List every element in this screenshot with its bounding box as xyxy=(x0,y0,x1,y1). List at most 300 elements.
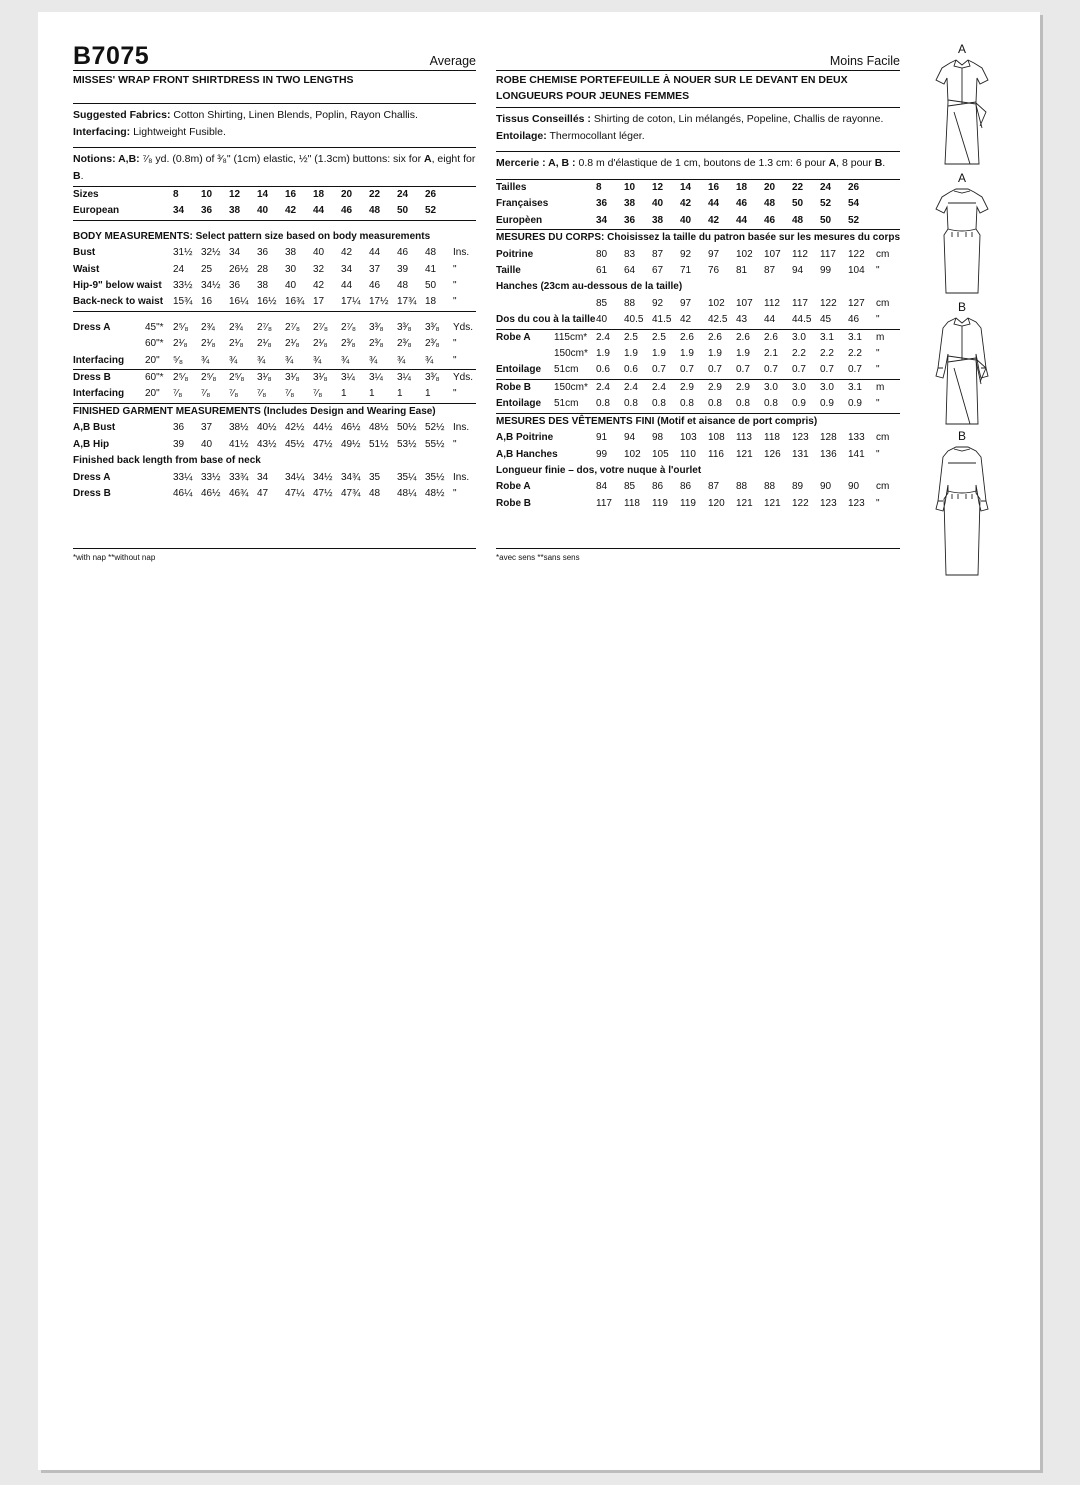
table-cell: 92 xyxy=(680,248,692,260)
table-cell: 35¼ xyxy=(397,471,417,483)
unit: cm xyxy=(876,248,890,260)
table-cell: ¾ xyxy=(257,353,285,370)
table-cell: 14 xyxy=(680,182,692,193)
difficulty-level-fr: Moins Facile xyxy=(829,54,900,68)
table-cell: 48 xyxy=(397,280,409,292)
table-cell: 2¾ xyxy=(229,321,243,333)
table-cell: 42½ xyxy=(285,422,305,434)
notions-text-end-fr: . xyxy=(882,157,886,169)
table-cell: 3¼ xyxy=(397,372,411,384)
table-cell: 40.5 xyxy=(624,312,652,329)
table-cell: 50 xyxy=(792,198,804,210)
table-cell: 2.4 xyxy=(596,381,610,393)
table-row xyxy=(496,496,900,512)
notions-view-b: B xyxy=(73,169,81,182)
table-cell: 39 xyxy=(397,263,409,275)
difficulty-level: Average xyxy=(429,54,476,68)
table-cell: 84 xyxy=(596,481,608,493)
table-cell: 71 xyxy=(680,265,692,277)
table-cell: 0.6 xyxy=(624,362,652,379)
table-cell: 20 xyxy=(341,189,353,200)
table-cell: 1.9 xyxy=(736,348,750,360)
table-cell: 46½ xyxy=(201,487,221,499)
fabric-width xyxy=(145,486,173,502)
table-cell: 2¹⁄₈ xyxy=(229,338,244,350)
table-cell: 8 xyxy=(596,182,602,193)
table-cell: 2.6 xyxy=(736,331,750,343)
table-cell: 12 xyxy=(652,182,664,193)
fabrics-label: Suggested Fabrics: xyxy=(73,109,171,121)
table-cell: 50½ xyxy=(397,422,417,434)
fabric-width xyxy=(145,470,173,486)
table-cell: ¾ xyxy=(201,353,229,370)
table-row xyxy=(73,320,476,336)
table-cell: 121 xyxy=(736,497,753,509)
table-cell: 123 xyxy=(848,497,865,509)
row-label: Interfacing xyxy=(73,386,145,403)
table-cell: 20 xyxy=(764,182,776,193)
table-cell: 91 xyxy=(596,432,608,444)
table-cell: 49½ xyxy=(341,438,361,450)
table-cell: 36 xyxy=(201,203,229,220)
row-label xyxy=(73,336,145,352)
table-cell: 44 xyxy=(369,247,381,259)
unit: " xyxy=(453,386,476,403)
interfacing-text-fr: Thermocollant léger. xyxy=(549,129,645,142)
table-cell: 0.9 xyxy=(792,396,820,413)
shirtdress-short-wrap-icon xyxy=(934,56,990,168)
fabric-width xyxy=(145,203,173,220)
table-cell: 87 xyxy=(652,248,664,260)
fabrics-text-fr: Shirting de coton, Lin mélangés, Popeline, Challis de rayonne. xyxy=(593,113,884,125)
table-cell: 112 xyxy=(792,248,808,260)
row-label xyxy=(496,346,554,362)
table-cell: 83 xyxy=(624,248,636,260)
table-cell: 1 xyxy=(425,386,453,403)
table-cell: 0.7 xyxy=(680,362,708,379)
notions-label: Notions: A,B: xyxy=(73,153,140,165)
table-cell: 52 xyxy=(820,198,832,210)
table-cell: 2⁷⁄₈ xyxy=(313,321,328,333)
table-cell: 34 xyxy=(257,471,269,483)
table-cell: 118 xyxy=(624,497,640,509)
table-cell: 38 xyxy=(257,280,269,292)
table-cell: 47¾ xyxy=(341,487,361,499)
notions-text-mid: , eight for xyxy=(431,153,476,165)
table-cell: 3¼ xyxy=(369,372,383,384)
table-cell: 46 xyxy=(341,203,369,220)
table-row xyxy=(73,353,476,370)
table-cell: 53½ xyxy=(397,438,417,450)
section-heading: Hanches (23cm au-dessous de la taille) xyxy=(496,281,683,293)
table-cell: 87 xyxy=(764,265,776,277)
sketch-view-a-front xyxy=(926,42,998,171)
table-cell: 97 xyxy=(680,297,692,309)
table-cell: 0.8 xyxy=(596,396,624,413)
unit: Ins. xyxy=(453,422,470,434)
table-cell: 89 xyxy=(792,481,804,493)
table-cell: 0.9 xyxy=(820,396,848,413)
table-cell: 47 xyxy=(257,487,269,499)
table-cell: 42 xyxy=(680,312,708,329)
table-cell: 26 xyxy=(848,182,860,193)
table-cell: 3³⁄₈ xyxy=(425,372,440,384)
unit: " xyxy=(453,338,457,350)
table-cell: 1.9 xyxy=(680,348,694,360)
table-cell: 42 xyxy=(285,203,313,220)
fabric-width xyxy=(145,420,173,436)
table-cell: 42.5 xyxy=(708,312,736,329)
row-label: Waist xyxy=(73,263,100,275)
table-cell: 47½ xyxy=(313,438,333,450)
unit: " xyxy=(453,294,476,311)
table-cell: 34 xyxy=(173,203,201,220)
table-cell: 80 xyxy=(596,248,608,260)
table-row xyxy=(73,386,476,403)
table-cell: 33¼ xyxy=(173,471,193,483)
table-cell: 17½ xyxy=(369,294,397,311)
fabric-width: 150cm* xyxy=(554,381,588,393)
table-cell: 38 xyxy=(285,247,297,259)
table-cell: 81 xyxy=(736,265,748,277)
table-cell: 48½ xyxy=(369,422,389,434)
table-cell: 17¾ xyxy=(397,294,425,311)
table-cell: 103 xyxy=(680,432,697,444)
table-row xyxy=(73,187,476,203)
table-cell: 2³⁄₈ xyxy=(369,338,384,350)
notions-text: ⁷⁄₈ yd. (0.8m) of ³⁄₈" (1cm) elastic, ½" (1.3cm) buttons: six for xyxy=(142,153,424,165)
table-cell: 0.8 xyxy=(764,396,792,413)
row-label: A,B Hip xyxy=(73,438,110,450)
table-cell: 44 xyxy=(764,312,792,329)
table-cell: 47¼ xyxy=(285,487,305,499)
table-cell: 2⁷⁄₈ xyxy=(341,321,356,333)
row-label: Françaises xyxy=(496,198,549,210)
table-cell: 120 xyxy=(708,497,725,509)
row-label: Dress A xyxy=(73,321,111,333)
table-cell: 40 xyxy=(596,312,624,329)
row-label: Robe A xyxy=(496,481,531,493)
table-cell: 16½ xyxy=(257,294,285,311)
unit xyxy=(876,196,900,212)
table-cell: 0.7 xyxy=(652,362,680,379)
table-row xyxy=(73,370,476,387)
table-cell: 10 xyxy=(201,189,213,200)
table-cell: 35 xyxy=(369,471,381,483)
fabric-width xyxy=(554,213,596,230)
table-row xyxy=(73,420,476,436)
table-row xyxy=(496,230,900,247)
table-cell: 2³⁄₈ xyxy=(397,338,412,350)
table-cell: 0.8 xyxy=(736,396,764,413)
table-cell: 88 xyxy=(736,481,748,493)
table-cell: 1.9 xyxy=(652,348,666,360)
table-cell: ¾ xyxy=(285,353,313,370)
table-cell: 2⁷⁄₈ xyxy=(285,321,300,333)
table-cell: 39 xyxy=(173,438,185,450)
table-cell: 1 xyxy=(341,386,369,403)
table-cell: 85 xyxy=(596,297,608,309)
unit: " xyxy=(453,353,476,370)
table-cell: 85 xyxy=(624,481,636,493)
table-cell: 0.7 xyxy=(736,362,764,379)
table-row xyxy=(496,463,900,479)
table-cell: 90 xyxy=(820,481,832,493)
table-cell: 0.8 xyxy=(708,396,736,413)
fabric-width: 60"* xyxy=(145,338,164,350)
table-cell: 141 xyxy=(848,448,865,460)
footnote-en: *with nap **without nap xyxy=(73,548,476,562)
table-cell: 0.7 xyxy=(792,362,820,379)
table-cell: 123 xyxy=(792,432,809,444)
table-row xyxy=(73,336,476,352)
table-cell: 40 xyxy=(257,203,285,220)
table-cell: 2¹⁄₈ xyxy=(257,338,272,350)
section-heading: FINISHED GARMENT MEASUREMENTS (Includes Design and Wearing Ease) xyxy=(73,405,436,417)
table-cell: 37 xyxy=(201,422,213,434)
table-cell: 2⁵⁄₈ xyxy=(229,372,245,384)
fabric-width xyxy=(145,245,173,261)
table-cell: 46 xyxy=(397,247,409,259)
notions-view-a: A xyxy=(423,153,432,165)
table-cell: 38 xyxy=(624,198,636,210)
table-cell: 117 xyxy=(820,248,836,260)
table-cell: 121 xyxy=(736,448,753,460)
table-cell: 87 xyxy=(708,481,720,493)
sketch-label: B xyxy=(957,300,966,314)
fabric-width: 20" xyxy=(145,353,173,370)
fabric-width xyxy=(554,430,596,446)
sketch-label: A xyxy=(957,171,966,185)
table-cell: 94 xyxy=(624,432,636,444)
table-row xyxy=(73,294,476,311)
table-cell: 35½ xyxy=(425,471,445,483)
fabric-width xyxy=(554,479,596,495)
table-cell: 102 xyxy=(736,248,753,260)
table-cell: 46 xyxy=(764,213,792,230)
table-cell: 3.0 xyxy=(792,331,806,343)
section-heading: Longueur finie – dos, votre nuque à l'ourlet xyxy=(496,464,702,476)
french-column xyxy=(496,44,900,512)
notions-text-mid-fr: , 8 pour xyxy=(836,157,875,169)
table-row xyxy=(496,312,900,329)
table-cell: 52 xyxy=(848,213,876,230)
table-cell: 40 xyxy=(285,280,297,292)
table-cell: 0.7 xyxy=(708,362,736,379)
table-cell: 2.2 xyxy=(792,348,806,360)
table-cell: ⁷⁄₈ xyxy=(229,386,257,403)
unit: " xyxy=(453,438,457,450)
table-cell: 26½ xyxy=(229,263,249,275)
spacer-cell xyxy=(73,311,476,320)
row-label: A,B Poitrine xyxy=(496,432,554,444)
table-cell: 2¹⁄₈ xyxy=(285,338,300,350)
table-cell: 2⁵⁄₈ xyxy=(201,372,217,384)
table-cell: 3.0 xyxy=(820,381,834,393)
row-label: Robe B xyxy=(496,497,531,509)
row-label: Entoilage xyxy=(496,396,554,413)
table-cell: 1 xyxy=(369,386,397,403)
table-cell: 2.9 xyxy=(708,381,722,393)
table-cell: ⁷⁄₈ xyxy=(313,386,341,403)
table-cell: 2³⁄₈ xyxy=(425,338,440,350)
table-cell: ⁷⁄₈ xyxy=(173,386,201,403)
table-row xyxy=(496,430,900,446)
footnote-fr: *avec sens **sans sens xyxy=(496,548,900,562)
table-cell: 107 xyxy=(736,297,753,309)
row-label: Back-neck to waist xyxy=(73,294,145,311)
fabric-width: 115cm* xyxy=(554,331,588,343)
table-row xyxy=(73,403,476,420)
row-label: Entoilage xyxy=(496,362,554,379)
table-row xyxy=(496,413,900,430)
table-cell: 102 xyxy=(624,448,641,460)
table-cell: 16 xyxy=(708,182,720,193)
unit: " xyxy=(453,280,457,292)
table-cell: 46 xyxy=(369,280,381,292)
table-cell: 42 xyxy=(708,213,736,230)
table-row xyxy=(496,279,900,295)
table-cell: 2⁷⁄₈ xyxy=(257,321,272,333)
unit: " xyxy=(453,487,457,499)
table-row xyxy=(496,247,900,263)
fabric-width xyxy=(145,262,173,278)
table-cell: 48 xyxy=(369,203,397,220)
table-row xyxy=(73,229,476,245)
table-cell: 45½ xyxy=(285,438,305,450)
table-cell: 26 xyxy=(425,189,437,200)
table-cell: 3.0 xyxy=(792,381,806,393)
table-cell: 0.7 xyxy=(764,362,792,379)
table-cell: 33½ xyxy=(173,280,193,292)
section-heading: MESURES DES VÊTEMENTS FINI (Motif et aisance de port compris) xyxy=(496,415,818,427)
sketch-view-a-back xyxy=(926,171,998,300)
table-cell: 44 xyxy=(341,280,353,292)
row-label: Sizes xyxy=(73,189,99,200)
table-cell: 44½ xyxy=(313,422,333,434)
table-cell: 40½ xyxy=(257,422,277,434)
table-cell: ¾ xyxy=(425,353,453,370)
table-cell: 24 xyxy=(820,182,832,193)
unit xyxy=(453,187,476,203)
table-cell: 36 xyxy=(257,247,269,259)
table-cell: 123 xyxy=(820,497,837,509)
table-cell: 97 xyxy=(708,248,720,260)
table-cell: ⁷⁄₈ xyxy=(257,386,285,403)
table-cell: 41½ xyxy=(229,438,249,450)
table-cell: 54 xyxy=(848,198,860,210)
table-cell: 42 xyxy=(341,247,353,259)
table-cell: ¾ xyxy=(229,353,257,370)
table-cell: 38½ xyxy=(229,422,249,434)
row-label: Dos du cou à la taille xyxy=(496,312,554,329)
table-cell: 99 xyxy=(596,448,608,460)
table-cell: 32½ xyxy=(201,247,221,259)
table-cell: 18 xyxy=(313,189,325,200)
table-cell: 113 xyxy=(736,432,752,444)
table-row xyxy=(496,479,900,495)
table-cell: 46¼ xyxy=(173,487,193,499)
fabric-width xyxy=(554,263,596,279)
fabric-width xyxy=(145,187,173,203)
fabric-width xyxy=(554,196,596,212)
table-cell: 40 xyxy=(652,198,664,210)
table-cell: 3¹⁄₈ xyxy=(285,372,300,384)
notions-label-fr: Mercerie : A, B : xyxy=(496,157,576,169)
table-cell: 48½ xyxy=(425,487,445,499)
table-cell: 133 xyxy=(848,432,865,444)
table-cell: 44 xyxy=(708,198,720,210)
table-cell: 2¾ xyxy=(201,321,215,333)
table-cell: 50 xyxy=(397,203,425,220)
unit xyxy=(453,203,476,220)
table-cell: 2.6 xyxy=(764,331,778,343)
table-cell: 43 xyxy=(736,312,764,329)
row-label: Dress A xyxy=(73,471,111,483)
table-cell: 46 xyxy=(736,198,748,210)
table-cell: 16 xyxy=(285,189,297,200)
table-row xyxy=(496,447,900,463)
table-cell: 1.9 xyxy=(624,348,638,360)
table-cell: 22 xyxy=(792,182,804,193)
table-cell: 61 xyxy=(596,265,608,277)
table-cell: 88 xyxy=(624,297,636,309)
table-cell: 3.1 xyxy=(820,331,834,343)
spacer-cell xyxy=(73,220,476,229)
table-cell: 36 xyxy=(173,422,185,434)
table-cell: 34¼ xyxy=(285,471,305,483)
interfacing-label: Interfacing: xyxy=(73,125,131,138)
table-cell: 86 xyxy=(652,481,664,493)
table-cell: 3.0 xyxy=(764,381,778,393)
unit: " xyxy=(876,312,900,329)
table-cell: 34½ xyxy=(313,471,333,483)
table-cell: 2.6 xyxy=(708,331,722,343)
english-measurement-table xyxy=(73,187,476,502)
table-cell: 126 xyxy=(764,448,781,460)
unit xyxy=(876,180,900,196)
table-cell: 2¹⁄₈ xyxy=(201,338,216,350)
row-label: European xyxy=(73,203,145,220)
table-cell: 122 xyxy=(820,297,837,309)
table-cell: 46¾ xyxy=(229,487,249,499)
sketch-label: A xyxy=(957,42,966,56)
unit: Yds. xyxy=(453,321,474,333)
table-cell: 48 xyxy=(792,213,820,230)
table-cell: 38 xyxy=(229,203,257,220)
english-header xyxy=(73,44,476,71)
table-cell: 2.4 xyxy=(652,381,666,393)
table-cell: 45 xyxy=(820,312,848,329)
fabric-width: 60"* xyxy=(145,372,164,384)
table-cell: 67 xyxy=(652,265,664,277)
table-cell: 52 xyxy=(425,203,453,220)
table-cell: 2¹⁄₈ xyxy=(173,338,188,350)
table-cell: 122 xyxy=(792,497,809,509)
table-cell: 38 xyxy=(652,213,680,230)
table-cell: ¾ xyxy=(369,353,397,370)
unit: cm xyxy=(876,432,890,444)
section-heading: Finished back length from base of neck xyxy=(73,455,261,467)
table-cell: 50 xyxy=(425,280,437,292)
table-cell: ¾ xyxy=(313,353,341,370)
row-label xyxy=(496,296,554,312)
row-label: Tailles xyxy=(496,182,527,193)
table-row xyxy=(496,213,900,230)
table-cell: 98 xyxy=(652,432,664,444)
unit: Ins. xyxy=(453,471,470,483)
french-header xyxy=(496,44,900,71)
